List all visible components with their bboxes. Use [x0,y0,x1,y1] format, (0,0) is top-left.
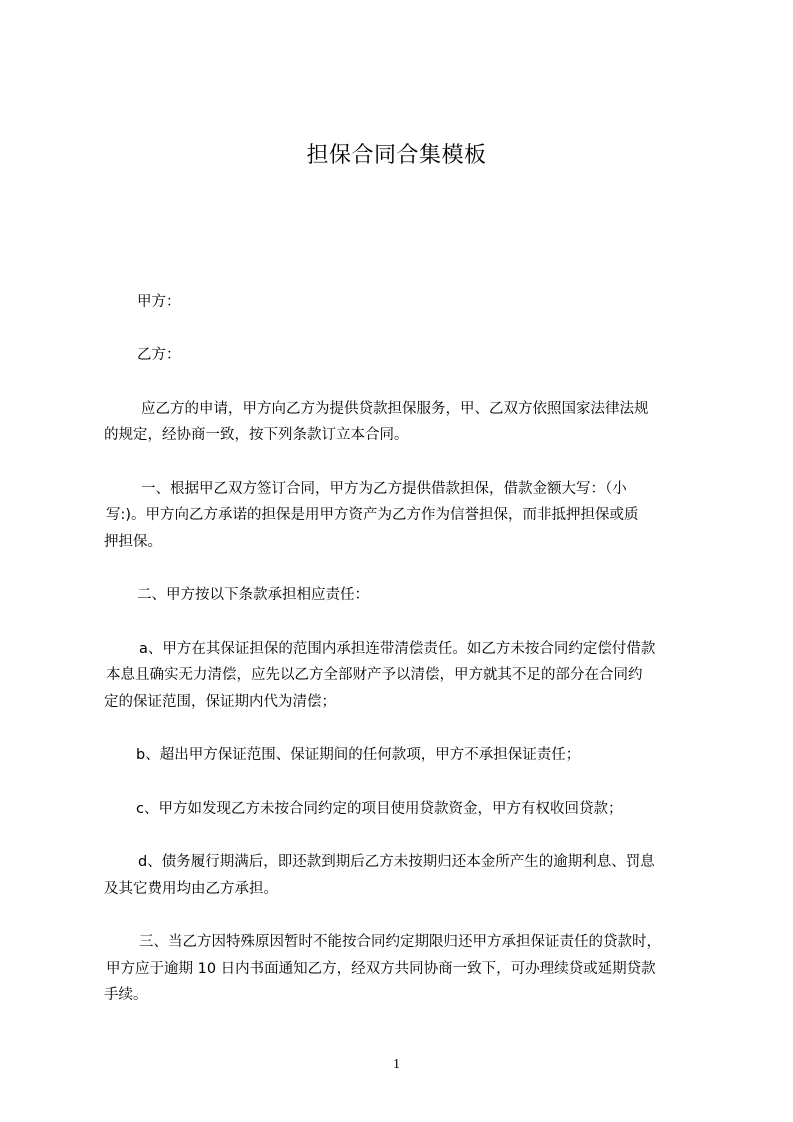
document-title: 担保合同合集模板 [306,143,487,168]
clause-2b: b、超出甲方保证范围、保证期间的任何款项，甲方不承担保证责任； [136,747,581,763]
clause-2a-line-1: a、甲方在其保证担保的范围内承担连带清偿责任。如乙方未按合同约定偿付借款 [139,641,656,657]
clause-3-line-2: 甲方应于逾期 10 日内书面通知乙方，经双方共同协商一致下，可办理续贷或延期贷款 [106,961,656,977]
clause-3-line-3: 手续。 [104,987,148,1003]
clause-2d-line-2: 及其它费用均由乙方承担。 [104,881,278,897]
party-b-label: 乙方： [137,347,181,363]
clause-1-line-1: 一、根据甲乙双方签订合同，甲方为乙方提供借款担保，借款金额大写：（小 [141,481,627,497]
clause-1-line-3: 押担保。 [104,534,162,550]
clause-2a-line-2: 本息且确实无力清偿，应先以乙方全部财产予以清偿，甲方就其不足的部分在合同约 [106,667,643,683]
clause-2-heading: 二、甲方按以下条款承担相应责任： [137,587,369,603]
clause-2a-line-3: 定的保证范围，保证期内代为清偿； [104,694,336,710]
party-a-label: 甲方： [137,294,181,310]
clause-2c: c、甲方如发现乙方未按合同约定的项目使用贷款资金，甲方有权收回贷款； [136,801,623,817]
intro-line-1: 应乙方的申请，甲方向乙方为提供贷款担保服务，甲、乙双方依照国家法律法规 [141,401,649,417]
clause-3-line-1: 三、当乙方因特殊原因暂时不能按合同约定期限归还甲方承担保证责任的贷款时， [139,934,661,950]
clause-2d-line-1: d、债务履行期满后，即还款到期后乙方未按期归还本金所产生的逾期利息、罚息 [138,854,655,870]
page-number: 1 [393,1057,400,1072]
intro-line-2: 的规定，经协商一致，按下列条款订立本合同。 [104,427,409,443]
clause-1-line-2: 写:)。甲方向乙方承诺的担保是用甲方资产为乙方作为信誉担保，而非抵押担保或质 [106,507,639,523]
